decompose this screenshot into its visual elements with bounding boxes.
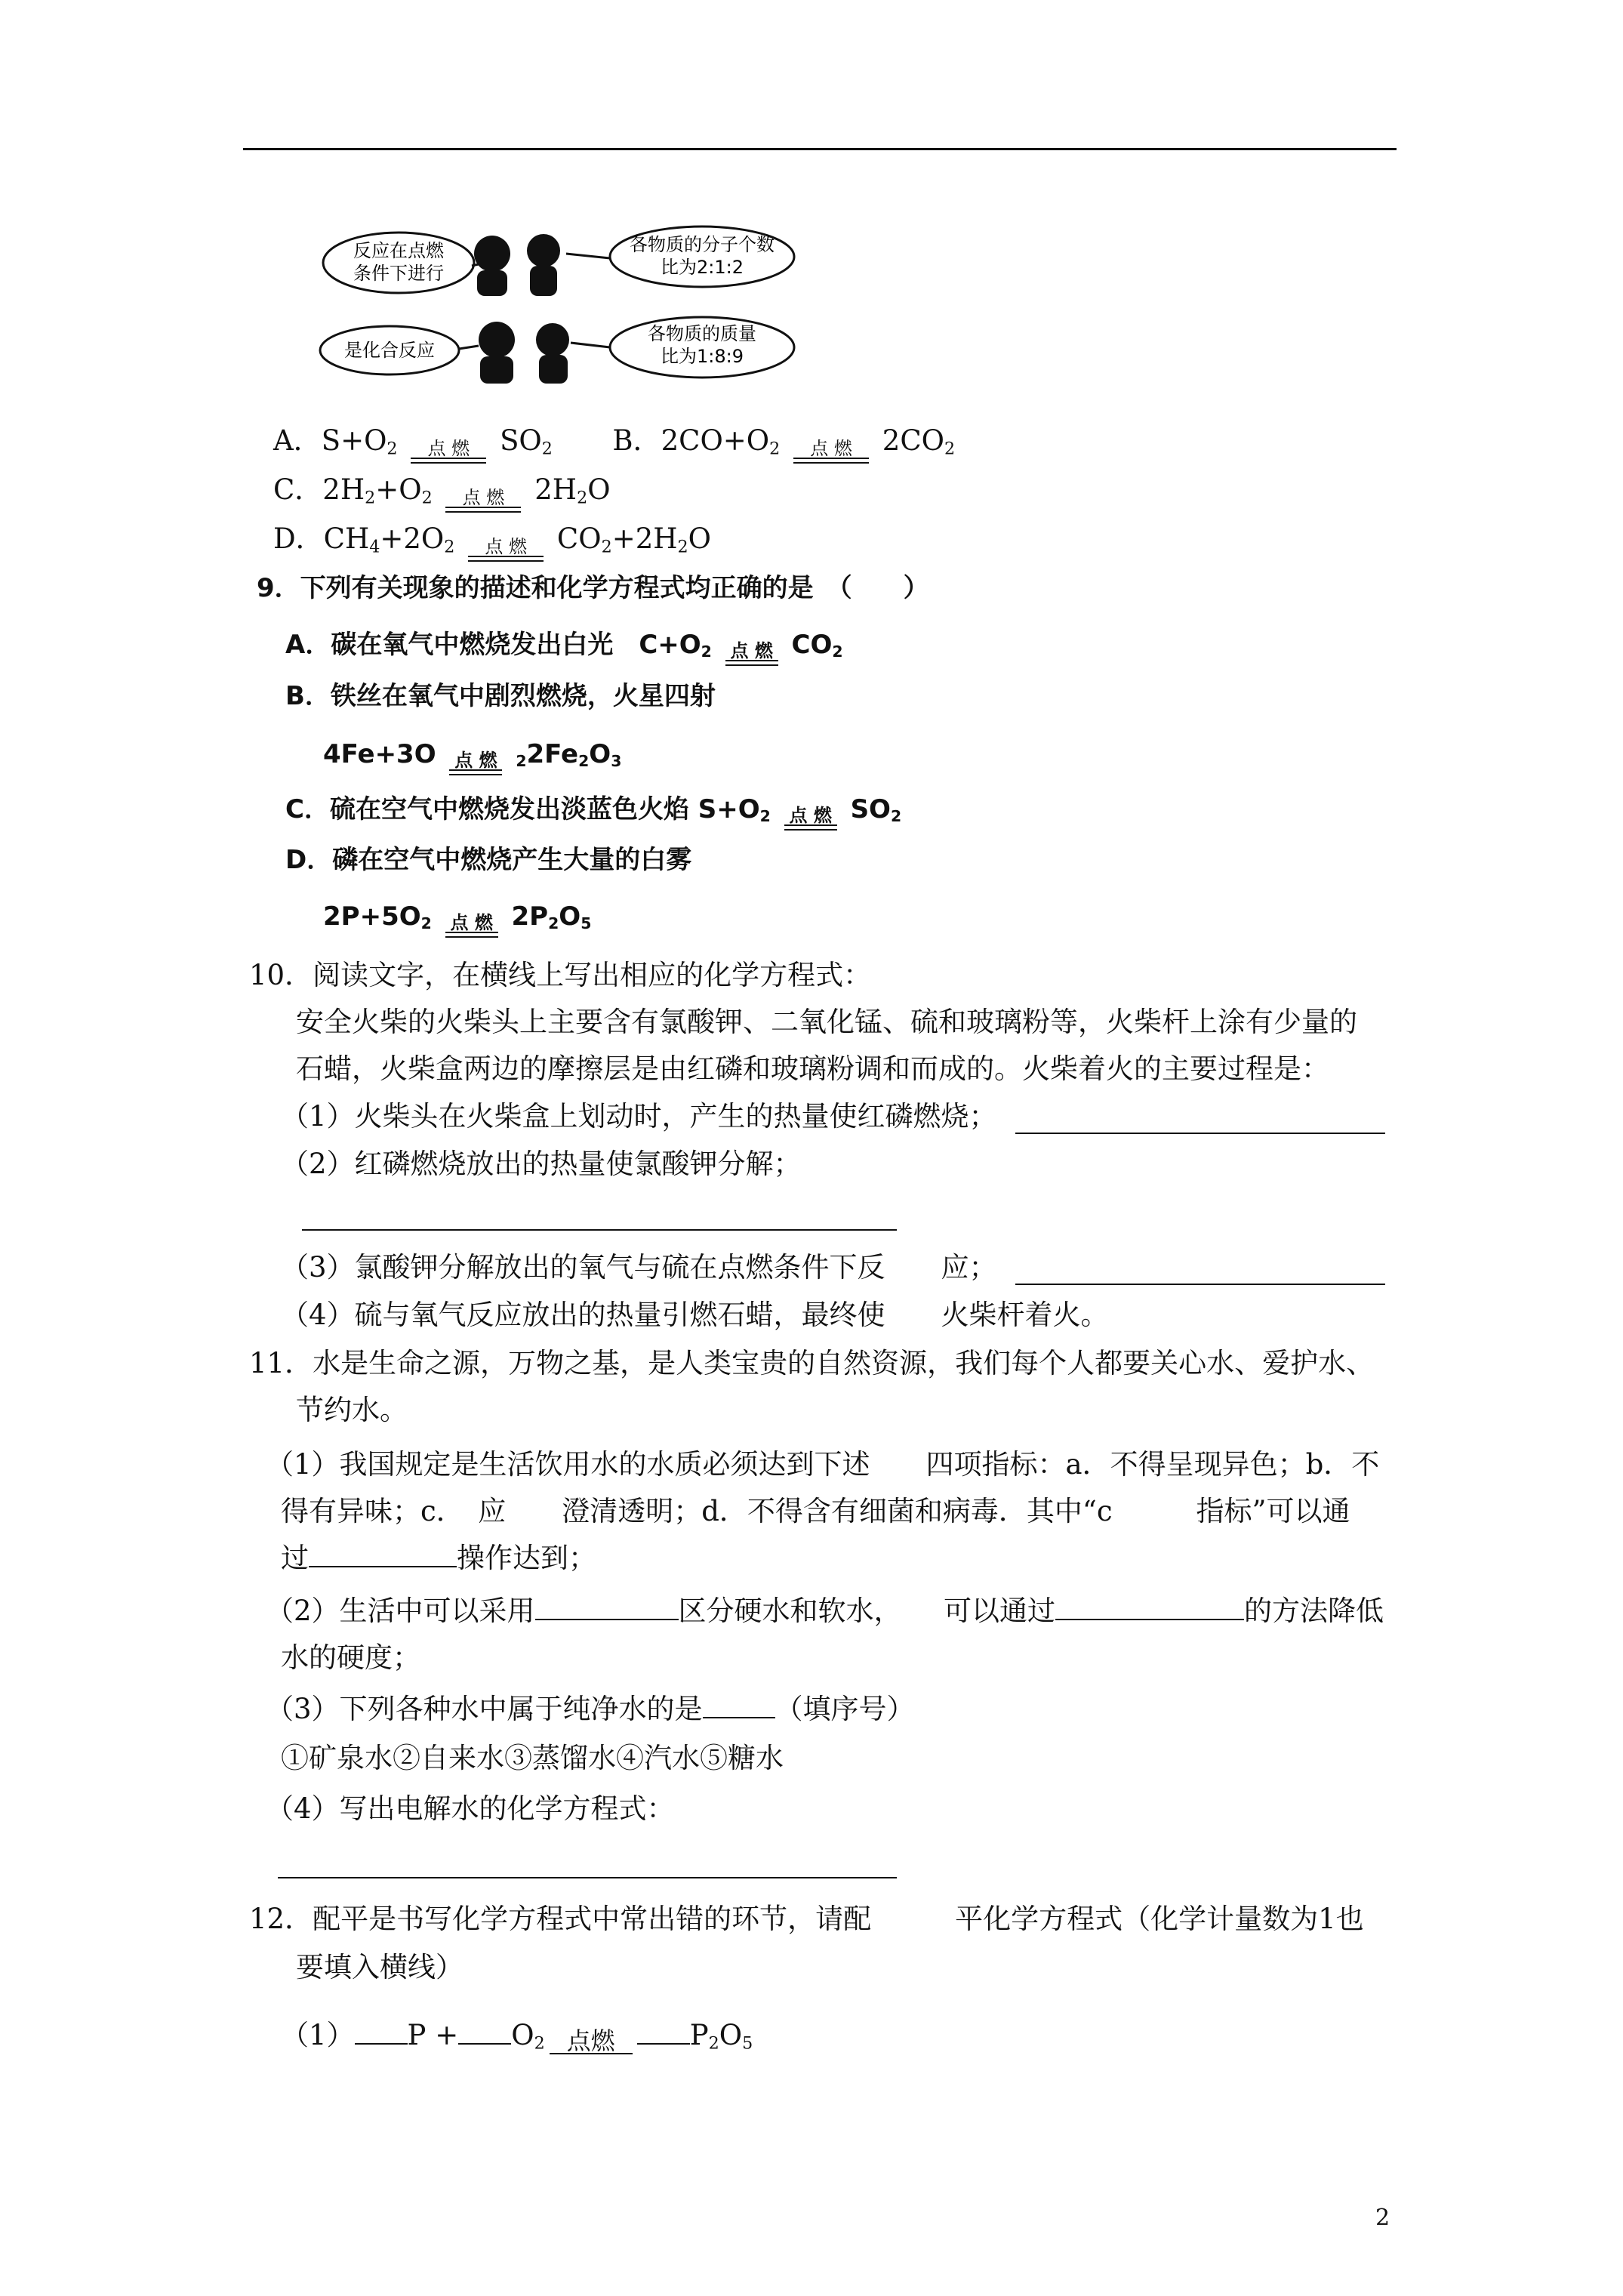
q11-item-1b: 得有异味；c． 应 澄清透明；d．不得含有细菌和病毒．其中“c 指标”可以通: [281, 1495, 1350, 1527]
q10-answer-line-1[interactable]: [1015, 1133, 1385, 1134]
q10-paragraph-1: 安全火柴的火柴头上主要含有氯酸钾、二氧化锰、硫和玻璃粉等，火柴杆上涂有少量的: [296, 1006, 1357, 1038]
q12-blank-1[interactable]: [355, 2017, 408, 2045]
q12-blank-2[interactable]: [458, 2017, 511, 2045]
q10-step-4: （4）硫与氧气反应放出的热量引燃石蜡，最终使 火柴杆着火。: [281, 1299, 1109, 1331]
q11-item-2: （2）生活中可以采用 区分硬水和软水， 可以通过 的方法降低: [266, 1595, 1384, 1627]
q9-option-d-equation: $2P+5O_2$ 点 燃 $2P_2O_5$: [323, 898, 591, 942]
q11-item-1a: （1）我国规定是生活饮用水的水质必须达到下述 四项指标：a．不得呈现异色；b．不: [266, 1448, 1380, 1481]
q10-stem: 10．阅读文字，在横线上写出相应的化学方程式：: [249, 959, 872, 991]
bubble-top-left-text-1: 反应在点燃: [353, 240, 444, 261]
bubble-top-left-text-2: 条件下进行: [353, 263, 444, 284]
q8-option-c: C．$2H_2+O_2$ 点 燃 $2H_2O$: [273, 472, 611, 516]
q11-blank-3[interactable]: [1055, 1593, 1244, 1620]
q10-step-2: （2）红磷燃烧放出的热量使氯酸钾分解；: [281, 1148, 802, 1180]
q12-item-1: （1） $P + O_2$ 点燃 $P_2O_5$: [281, 2019, 753, 2055]
q11-answer-line[interactable]: [278, 1877, 897, 1878]
q8-option-ab: A．$S+O_2$ 点 燃 $SO_2$ B．$2CO+O_2$ 点 燃 $2CO_2$: [273, 423, 955, 467]
q11-item-3-options: ①矿泉水②自来水③蒸馏水④汽水⑤糖水: [281, 1742, 784, 1774]
q11-item-1c: 过 操作达到；: [281, 1542, 596, 1574]
q11-blank-4[interactable]: [703, 1691, 775, 1718]
q9-option-b: B．铁丝在氧气中剧烈燃烧，火星四射: [285, 681, 716, 711]
q11-blank-1[interactable]: [309, 1540, 457, 1567]
q10-step-1: （1）火柴头在火柴盒上划动时，产生的热量使红磷燃烧；: [281, 1100, 997, 1133]
q12-arrow: 点燃: [550, 2029, 633, 2054]
q12-stem: 12．配平是书写化学方程式中常出错的环节，请配 平化学方程式（化学计量数为1也: [249, 1903, 1364, 1935]
q9-option-a: A．碳在氧气中燃烧发出白光 $C+O_2$ 点 燃 $CO_2$: [285, 627, 843, 670]
bubble-bottom-right-text-1: 各物质的质量: [648, 323, 756, 344]
bubble-top-right-text-2: 比为2:1:2: [661, 257, 744, 278]
dialogue-figure: [317, 220, 800, 387]
q12-stem-2: 要填入横线）: [296, 1951, 463, 1983]
q10-step-3: （3）氯酸钾分解放出的氧气与硫在点燃条件下反 应；: [281, 1251, 997, 1284]
person-icon-3: [479, 322, 515, 384]
page-number: 2: [1375, 2205, 1390, 2231]
q11-item-4: （4）写出电解水的化学方程式：: [266, 1792, 675, 1825]
q9-option-d: D．磷在空气中燃烧产生大量的白雾: [285, 845, 692, 875]
q9-option-b-equation: 4Fe+3O 点 燃 $_22Fe_2O_3$: [323, 736, 621, 779]
q11-stem: 11．水是生命之源，万物之基，是人类宝贵的自然资源，我们每个人都要关心水、爱护水、: [249, 1347, 1375, 1379]
q11-item-3: （3）下列各种水中属于纯净水的是 （填序号）: [266, 1693, 915, 1725]
q11-blank-2[interactable]: [535, 1593, 679, 1620]
bubble-bottom-left-text: 是化合反应: [344, 340, 435, 361]
q11-item-2b: 水的硬度；: [281, 1641, 420, 1674]
q8-option-d: D．$CH_4+2O_2$ 点 燃 $CO_2+2H_2O$: [273, 521, 711, 566]
person-icon-2: [527, 234, 560, 296]
q10-answer-line-2[interactable]: [302, 1229, 897, 1231]
q12-blank-3[interactable]: [637, 2017, 690, 2045]
bubble-top-right-text-1: 各物质的分子个数: [630, 234, 775, 255]
q9-stem: 9．下列有关现象的描述和化学方程式均正确的是 （ ）: [257, 573, 929, 603]
q10-paragraph-2: 石蜡，火柴盒两边的摩擦层是由红磷和玻璃粉调和而成的。火柴着火的主要过程是：: [296, 1052, 1329, 1085]
q9-option-c: C．硫在空气中燃烧发出淡蓝色火焰 $S+O_2$ 点 燃 $SO_2$: [285, 791, 901, 834]
q11-stem-2: 节约水。: [296, 1394, 408, 1426]
person-icon-1: [474, 236, 510, 296]
bubble-bottom-right-text-2: 比为1:8:9: [661, 346, 744, 367]
q10-answer-line-3[interactable]: [1015, 1284, 1385, 1285]
person-icon-4: [536, 323, 569, 384]
header-rule: [243, 148, 1397, 150]
